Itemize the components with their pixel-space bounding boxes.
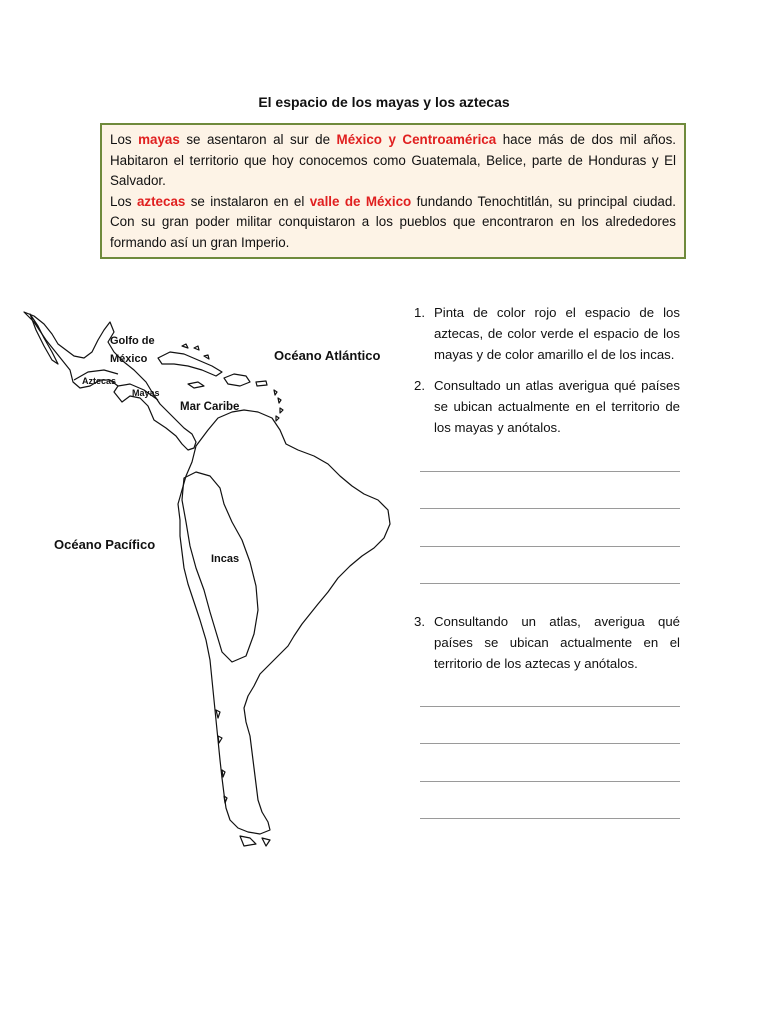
south-america-outline: [178, 410, 390, 834]
hispaniola-outline: [224, 374, 250, 386]
answer-line[interactable]: [420, 471, 680, 472]
answer-lines-task-2: [414, 471, 680, 584]
label-gulf-line1: Golfo de: [110, 335, 155, 347]
label-mayas: Mayas: [132, 388, 160, 398]
latin-america-map: [18, 300, 408, 850]
task-number: 3.: [414, 614, 425, 629]
label-caribbean: Mar Caribe: [180, 401, 240, 413]
answer-line[interactable]: [420, 706, 680, 707]
task-number: 2.: [414, 378, 425, 393]
jamaica-outline: [188, 382, 204, 388]
intro-paragraph-aztecas: Los aztecas se instalaron en el valle de México fundando Tenochtitlán, su principal ciudad. Con su gran poder militar conquistaron a los pueblos que encontraron en los alrededores formando así un gran Imperio.: [110, 193, 677, 250]
answer-line[interactable]: [420, 583, 680, 584]
label-gulf-line2: México: [110, 353, 148, 365]
label-incas: Incas: [211, 553, 240, 565]
keyword-mexico-centroamerica: México y Centroamérica: [336, 132, 497, 147]
label-pacific: Océano Pacífico: [54, 537, 156, 552]
answer-line[interactable]: [420, 546, 680, 547]
answer-line[interactable]: [420, 743, 680, 744]
cuba-outline: [158, 352, 222, 376]
bahamas-outline: [182, 344, 209, 359]
page-title: El espacio de los mayas y los aztecas: [258, 94, 510, 110]
task-item-3: [414, 611, 680, 674]
keyword-aztecas: aztecas: [136, 193, 186, 209]
map-svg: [18, 300, 408, 850]
task-number: 1.: [414, 305, 425, 320]
intro-box: [100, 123, 686, 259]
task-text: Pinta de color rojo el espacio de los aztecas, de color verde el espacio de los mayas y de color amarillo el de los incas.: [434, 305, 680, 362]
task-item-2: [414, 375, 680, 438]
keyword-valle-de-mexico: valle de México: [309, 193, 412, 209]
label-atlantic: Océano Atlántico: [274, 348, 381, 363]
intro-paragraph-mayas: Los mayas se asentaron al sur de México y Centroamérica hace más de dos mil años. Habitaron el territorio que hoy conocemos como Guatemala, Belice, parte de Honduras y El Salvador.: [110, 132, 676, 188]
answer-line[interactable]: [420, 781, 680, 782]
task-list: [414, 302, 680, 819]
task-item-1: [414, 302, 680, 365]
task-text: Consultando un atlas, averigua qué países se ubican actualmente en el territorio de los aztecas y anótalos.: [434, 614, 680, 671]
inca-territory-outline: [182, 472, 258, 662]
lesser-antilles-outline: [274, 390, 283, 421]
puerto-rico-outline: [256, 381, 267, 386]
answer-line[interactable]: [420, 818, 680, 819]
keyword-mayas: mayas: [138, 132, 180, 147]
label-aztecas: Aztecas: [82, 376, 117, 386]
chile-islands-outline: [216, 710, 227, 803]
answer-lines-task-3: [414, 706, 680, 819]
tierra-del-fuego-outline: [240, 836, 270, 846]
task-text: Consultado un atlas averigua qué países se ubican actualmente en el territorio de los mayas y anótalos.: [434, 378, 680, 435]
answer-line[interactable]: [420, 508, 680, 509]
